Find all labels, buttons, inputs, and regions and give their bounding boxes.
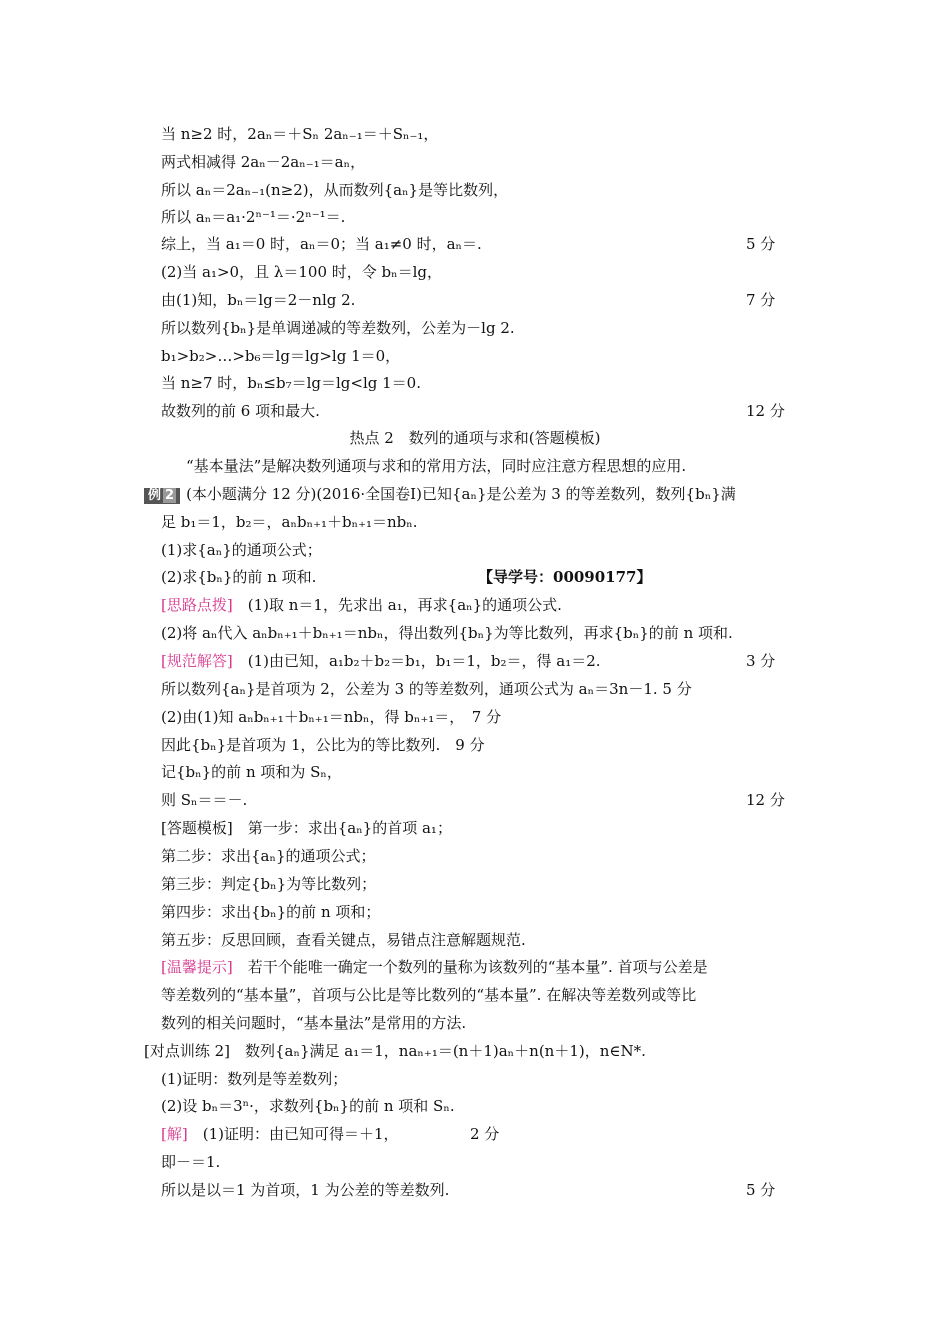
score-label: 3 分 bbox=[746, 652, 776, 670]
text-line: (2)将 aₙ代入 aₙbₙ₊₁＋bₙ₊₁＝nbₙ，得出数列{bₙ}为等比数列，再求{bₙ}的前 n 项和. bbox=[161, 624, 733, 642]
text-line: 第四步：求出{bₙ}的前 n 项和； bbox=[161, 903, 381, 921]
text-line: (2)设 bₙ＝3ⁿ·，求数列{bₙ}的前 n 项和 Sₙ. bbox=[161, 1097, 455, 1115]
text-line: 数列的相关问题时，“基本量法”是常用的方法. bbox=[161, 1014, 467, 1032]
tag-wenxin: [温馨提示] bbox=[161, 958, 233, 976]
tag-guifan: [规范解答] bbox=[161, 652, 233, 670]
text-line: 综上，当 a₁＝0 时，aₙ＝0；当 a₁≠0 时，aₙ＝. bbox=[161, 235, 482, 253]
text-line: [思路点拨] (1)取 n＝1，先求出 a₁，再求{aₙ}的通项公式. bbox=[161, 596, 562, 614]
text-line: 即－＝1. bbox=[161, 1153, 221, 1171]
text-line: 由(1)知，bₙ＝lg＝2－nlg 2. bbox=[161, 291, 356, 309]
text-line: 第五步：反思回顾，查看关键点，易错点注意解题规范. bbox=[161, 931, 526, 949]
text-line: 当 n≥2 时，2aₙ＝＋Sₙ 2aₙ₋₁＝＋Sₙ₋₁， bbox=[161, 125, 439, 143]
text-line: 所以是以＝1 为首项，1 为公差的等差数列. bbox=[161, 1181, 450, 1199]
text-line: 当 n≥7 时，bₙ≤b₇＝lg＝lg<lg 1＝0. bbox=[161, 374, 421, 392]
text-line: 故数列的前 6 项和最大. bbox=[161, 402, 320, 420]
text-line: 因此{bₙ}是首项为 1，公比为的等比数列. 9 分 bbox=[161, 736, 485, 754]
example-line: 例 2 (本小题满分 12 分)(2016·全国卷Ⅰ)已知{aₙ}是公差为 3 的等差数列，数列{bₙ}满 bbox=[144, 484, 736, 504]
text-line: 第二步：求出{aₙ}的通项公式； bbox=[161, 847, 376, 865]
text-line: (2)当 a₁>0，且 λ＝100 时，令 bₙ＝lg， bbox=[161, 263, 443, 281]
text-line: 所以数列{aₙ}是首项为 2，公差为 3 的等差数列，通项公式为 aₙ＝3n－1. 5 分 bbox=[161, 680, 692, 698]
guide-number: 【导学号：00090177】 bbox=[478, 568, 652, 586]
score-label: 7 分 bbox=[746, 291, 776, 309]
score-label: 5 分 bbox=[746, 1181, 776, 1199]
text-line: [对点训练 2] 数列{aₙ}满足 a₁＝1，naₙ₊₁＝(n＋1)aₙ＋n(n＋1)，n∈N*. bbox=[144, 1042, 646, 1060]
text-line: 等差数列的“基本量”，首项与公比是等比数列的“基本量”. 在解决等差数列或等比 bbox=[161, 986, 697, 1004]
text-line: [温馨提示] 若干个能唯一确定一个数列的量称为该数列的“基本量”. 首项与公差是 bbox=[161, 958, 708, 976]
text-line: (2)由(1)知 aₙbₙ₊₁＋bₙ₊₁＝nbₙ，得 bₙ₊₁＝， 7 分 bbox=[161, 708, 502, 726]
text-line: 所以 aₙ＝2aₙ₋₁(n≥2)，从而数列{aₙ}是等比数列， bbox=[161, 181, 509, 199]
text-line: 所以 aₙ＝a₁·2ⁿ⁻¹＝·2ⁿ⁻¹＝. bbox=[161, 208, 346, 226]
text-line: 两式相减得 2aₙ－2aₙ₋₁＝aₙ， bbox=[161, 153, 366, 171]
text-line: [解] (1)证明：由已知可得＝＋1， bbox=[161, 1125, 399, 1143]
score-label: 12 分 bbox=[746, 791, 785, 809]
text-line: b₁>b₂>…>b₆＝lg＝lg>lg 1＝0， bbox=[161, 347, 401, 365]
intro-text: “基本量法”是解决数列通项与求和的常用方法，同时应注意方程思想的应用. bbox=[186, 457, 687, 475]
tag-silu: [思路点拨] bbox=[161, 596, 233, 614]
text-line: [答题模板] 第一步：求出{aₙ}的首项 a₁； bbox=[161, 819, 452, 837]
score-label: 12 分 bbox=[746, 402, 785, 420]
text-line: (1)证明：数列是等差数列； bbox=[161, 1070, 348, 1088]
text-line: 记{bₙ}的前 n 项和为 Sₙ， bbox=[161, 763, 342, 781]
section-heading: 热点 2 数列的通项与求和(答题模板) bbox=[349, 429, 601, 447]
text-line: [规范解答] (1)由已知，a₁b₂＋b₂＝b₁，b₁＝1，b₂＝，得 a₁＝2. bbox=[161, 652, 601, 670]
text-line: 则 Sₙ＝＝－. bbox=[161, 791, 248, 809]
text-line: 所以数列{bₙ}是单调递减的等差数列，公差为－lg 2. bbox=[161, 319, 515, 337]
score-label: 2 分 bbox=[470, 1125, 500, 1143]
example-badge: 例 2 bbox=[144, 488, 180, 504]
text-line: 足 b₁＝1，b₂＝，aₙbₙ₊₁＋bₙ₊₁＝nbₙ. bbox=[161, 513, 418, 531]
score-label: 5 分 bbox=[746, 235, 776, 253]
question-1: (1)求{aₙ}的通项公式； bbox=[161, 541, 322, 559]
tag-jie: [解] bbox=[161, 1125, 188, 1143]
text-line: 第三步：判定{bₙ}为等比数列； bbox=[161, 875, 377, 893]
question-2: (2)求{bₙ}的前 n 项和. bbox=[161, 568, 317, 586]
